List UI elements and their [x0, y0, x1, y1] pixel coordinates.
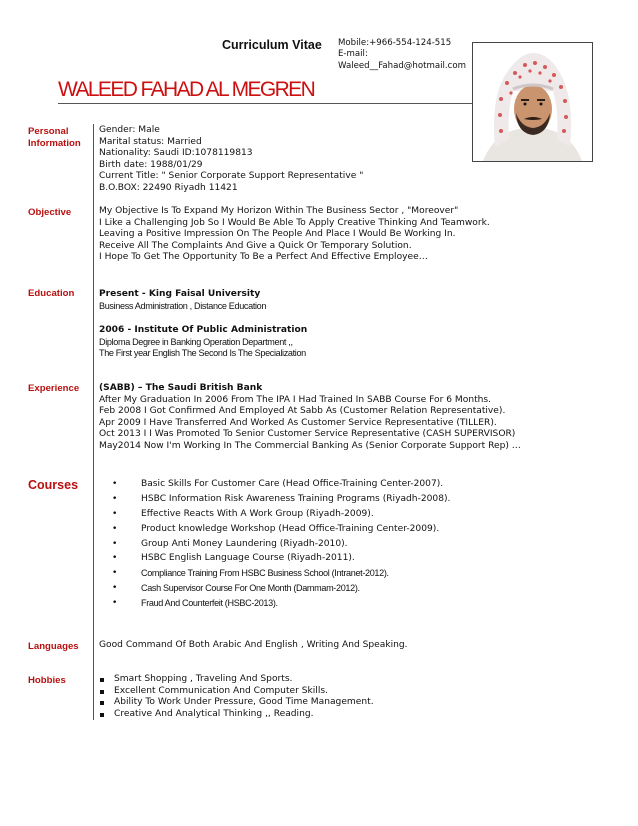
objective-block — [99, 206, 490, 264]
list-item — [112, 568, 450, 583]
mobile-number: Mobile:+966-554-124-515 — [338, 38, 452, 48]
candidate-name: WALEED FAHAD AL MEGREN — [58, 78, 315, 101]
portrait-illustration — [473, 43, 592, 161]
list-item — [112, 539, 450, 554]
education-heading: 2006 - Institute Of Public Administration — [99, 325, 308, 335]
list-item — [112, 494, 450, 509]
hobby-text: Creative And Analytical Thinking ,, Reading. — [114, 708, 314, 719]
square-bullet-icon — [100, 690, 104, 694]
list-item — [112, 598, 450, 613]
square-bullet-icon — [100, 701, 104, 705]
section-label-education: Education — [28, 288, 75, 299]
experience-line: Feb 2008 I Got Confirmed And Employed At Sabb As (Customer Relation Representative). — [99, 406, 506, 417]
hobby-text: Ability To Work Under Pressure, Good Time Management. — [114, 697, 374, 708]
current-title-line: Current Title: " Senior Corporate Support Representative " — [99, 171, 364, 182]
list-item — [112, 509, 450, 524]
list-item — [99, 674, 374, 686]
course-text: HSBC Information Risk Awareness Training Programs (Riyadh-2008). — [141, 493, 451, 504]
bullet-icon: • — [112, 568, 118, 579]
personal-info-block — [99, 125, 363, 195]
birth-date-line: Birth date: 1988/01/29 — [99, 159, 203, 170]
nationality-line: Nationality: Saudi ID:1078119813 — [99, 148, 253, 159]
experience-line: Apr 2009 I Have Transferred And Worked As Customer Service Representative (TILLER). — [99, 417, 497, 428]
course-text: Group Anti Money Laundering (Riyadh-2010). — [141, 538, 348, 549]
experience-heading: (SABB) – The Saudi British Bank — [99, 383, 263, 393]
label-personal-line1: Personal — [28, 126, 69, 137]
bullet-icon: • — [112, 583, 118, 594]
bullet-icon: • — [112, 479, 118, 489]
bullet-icon: • — [112, 553, 118, 564]
marital-status-line: Marital status: Married — [99, 136, 202, 147]
label-personal-line2: Information — [28, 138, 81, 149]
list-item — [99, 709, 374, 721]
objective-line: Leaving a Positive Impression On The People And Place I Would Be Working In. — [99, 229, 456, 240]
list-item — [112, 583, 450, 598]
education-item — [99, 325, 307, 360]
section-label-personal — [28, 126, 81, 150]
hobby-text: Excellent Communication And Computer Skills. — [114, 685, 328, 696]
hobbies-list — [99, 674, 374, 720]
experience-line: Oct 2013 I I Was Promoted To Senior Customer Service Representative (CASH SUPERVISOR) — [99, 429, 516, 440]
square-bullet-icon — [100, 678, 104, 682]
section-label-languages: Languages — [28, 641, 79, 652]
gender-line: Gender: Male — [99, 125, 160, 135]
section-label-hobbies: Hobbies — [28, 675, 66, 686]
course-text: Fraud And Counterfeit (HSBC-2013). — [141, 598, 278, 609]
name-underline-divider — [58, 103, 472, 104]
experience-line: After My Graduation In 2006 From The IPA I Had Trained In SABB Course For 6 Months. — [99, 394, 492, 405]
objective-line: I Like a Challenging Job So I Would Be Able To Apply Creative Thinking And Teamwork. — [99, 217, 490, 228]
bullet-icon: • — [112, 598, 118, 609]
education-heading: Present - King Faisal University — [99, 289, 261, 299]
course-text: Effective Reacts With A Work Group (Riyadh-2009). — [141, 508, 374, 519]
bullet-icon: • — [112, 493, 118, 504]
objective-line: My Objective Is To Expand My Horizon Within The Business Sector , "Moreover" — [99, 206, 459, 216]
languages-text: Good Command Of Both Arabic And English , Writing And Speaking. — [99, 640, 408, 650]
bullet-icon: • — [112, 523, 118, 534]
section-label-courses: Courses — [28, 478, 79, 492]
list-item — [112, 524, 450, 539]
education-detail: Diploma Degree in Banking Operation Department ,, — [99, 336, 293, 347]
course-text: Basic Skills For Customer Care (Head Office-Training Center-2007). — [141, 479, 444, 489]
education-detail: The First year English The Second Is The Specialization — [99, 348, 306, 359]
section-label-experience: Experience — [28, 383, 80, 394]
course-text: Compliance Training From HSBC Business School (Intranet-2012). — [141, 568, 389, 579]
courses-list — [112, 479, 450, 613]
list-item — [99, 686, 374, 698]
bullet-icon: • — [112, 538, 118, 549]
course-text: Product knowledge Workshop (Head Office-Training Center-2009). — [141, 523, 440, 534]
experience-block — [99, 383, 521, 453]
objective-line: Receive All The Complaints And Give a Quick Or Temporary Solution. — [99, 240, 412, 251]
course-text: HSBC English Language Course (Riyadh-2011). — [141, 553, 355, 564]
list-item — [112, 479, 450, 494]
experience-line: May2014 Now I'm Working In The Commercial Banking As (Senior Corporate Support Rep) … — [99, 440, 521, 451]
course-text: Cash Supervisor Course For One Month (Dammam-2012). — [141, 583, 360, 594]
square-bullet-icon — [100, 713, 104, 717]
list-item — [112, 553, 450, 568]
profile-photo — [472, 42, 593, 162]
list-item — [99, 697, 374, 709]
section-label-objective: Objective — [28, 207, 72, 218]
education-detail: Business Administration , Distance Education — [99, 300, 267, 311]
section-divider-line — [93, 124, 94, 720]
email-label: E-mail: — [338, 49, 368, 60]
email-address[interactable]: Waleed__Fahad@hotmail.com — [338, 60, 466, 71]
education-item — [99, 289, 266, 312]
bullet-icon: • — [112, 508, 118, 519]
hobby-text: Smart Shopping , Traveling And Sports. — [114, 674, 293, 684]
contact-block — [338, 38, 466, 72]
document-title: Curriculum Vitae — [222, 38, 322, 52]
objective-line: I Hope To Get The Opportunity To Be a Perfect And Effective Employee… — [99, 252, 428, 263]
po-box-line: B.O.BOX: 22490 Riyadh 11421 — [99, 182, 238, 193]
